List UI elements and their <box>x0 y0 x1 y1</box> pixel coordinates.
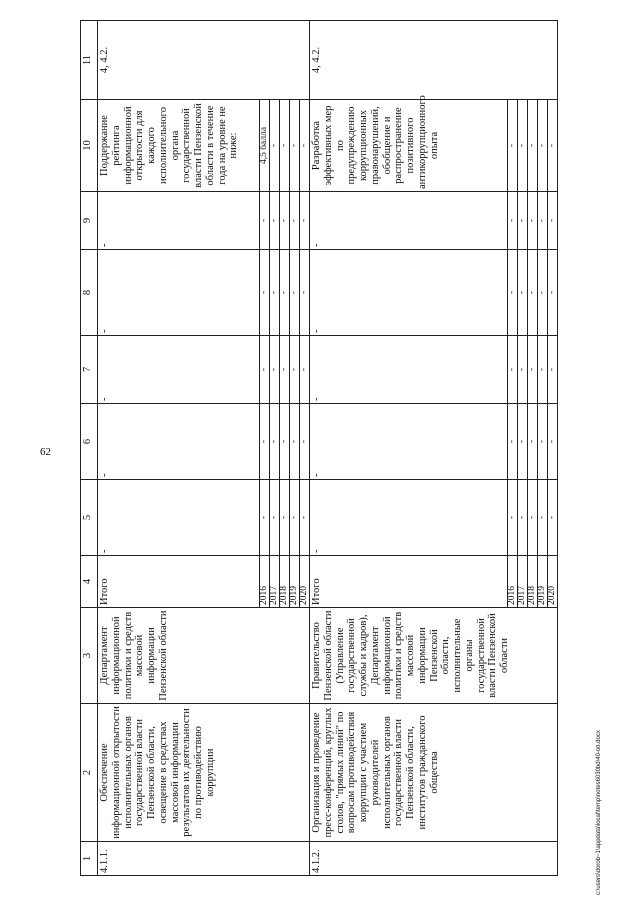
row-number: 4.1.2. <box>310 842 558 876</box>
total-value: - <box>98 480 260 556</box>
year-value: - <box>280 404 290 480</box>
year-value: - <box>518 100 528 192</box>
col-header: 6 <box>81 404 98 480</box>
year-value: - <box>528 336 538 404</box>
year-value: - <box>538 480 548 556</box>
executor-cell: Правительство Пензенской области (Управление государственной службы и кадров), Департамент информационной политики и средств массовой информации Пензенской области, исполнительные органы государственной власти Пензенской области <box>310 608 558 704</box>
total-label: Итого <box>310 556 508 608</box>
year-value: - <box>290 192 300 250</box>
year-value: - <box>548 250 558 336</box>
table-row <box>98 21 260 876</box>
year-value: - <box>508 100 518 192</box>
col-header: 9 <box>81 192 98 250</box>
year-value: - <box>270 250 280 336</box>
col-header: 3 <box>81 608 98 704</box>
executor-cell: Департамент информационной политики и средств массовой информации Пензенской области <box>98 608 310 704</box>
year-value: - <box>508 480 518 556</box>
year-value: - <box>548 404 558 480</box>
col-header: 7 <box>81 336 98 404</box>
year-value: - <box>290 100 300 192</box>
col-header: 11 <box>81 21 98 100</box>
year-value: - <box>290 480 300 556</box>
year-label: 2016 <box>260 556 270 608</box>
year-value: - <box>280 336 290 404</box>
year-value: - <box>508 404 518 480</box>
year-value: - <box>508 336 518 404</box>
year-value: - <box>548 480 558 556</box>
year-value: - <box>270 336 280 404</box>
year-value: - <box>538 250 548 336</box>
year-label: 2016 <box>508 556 518 608</box>
year-label: 2019 <box>290 556 300 608</box>
total-value: - <box>310 336 508 404</box>
year-value: - <box>528 250 538 336</box>
year-value: - <box>260 192 270 250</box>
year-value: - <box>548 192 558 250</box>
rotated-table-container <box>80 21 585 876</box>
activity-cell: Обеспечение информационной открытости исполнительных органов государственной власти Пензенской области, освещение в средствах массовой информации результатов их деятельности по противодействию коррупции <box>98 704 310 842</box>
year-value: - <box>508 250 518 336</box>
year-value: - <box>270 100 280 192</box>
year-value: - <box>548 336 558 404</box>
year-value: - <box>548 100 558 192</box>
indicator-cell: Поддержание рейтинга информационной открытости для каждого исполнительного органа государственной власти Пензенской области в течение года на уровне не ниже: <box>98 100 260 192</box>
year-label: 2018 <box>528 556 538 608</box>
links-cell: 4, 4.2. <box>310 21 558 100</box>
year-value: - <box>518 192 528 250</box>
year-value: - <box>260 336 270 404</box>
year-value: - <box>280 192 290 250</box>
year-value: - <box>300 192 310 250</box>
year-value: - <box>538 192 548 250</box>
col-header: 10 <box>81 100 98 192</box>
indicator-cell: Разработка эффективных мер по предупреждению коррупционных правонарушений, обобщение и распространение позитивного антикоррупционного опыта <box>310 100 508 192</box>
year-value: - <box>290 336 300 404</box>
year-value: - <box>518 336 528 404</box>
year-value: - <box>300 336 310 404</box>
year-label: 2019 <box>538 556 548 608</box>
table-row <box>310 21 508 876</box>
header-row <box>81 21 98 876</box>
total-value: - <box>310 480 508 556</box>
year-value: - <box>280 250 290 336</box>
page-number: 62 <box>40 446 51 458</box>
year-value: 4,5 балла <box>260 100 270 192</box>
year-label: 2020 <box>548 556 558 608</box>
total-value: - <box>98 192 260 250</box>
year-value: - <box>270 480 280 556</box>
col-header: 8 <box>81 250 98 336</box>
total-value: - <box>310 404 508 480</box>
col-header: 1 <box>81 842 98 876</box>
year-value: - <box>260 404 270 480</box>
activity-cell: Организация и проведение пресс-конференций, круглых столов, "прямых линий" по вопросам противодействия коррупции с участием руководителей исполнительных органов государственной власти Пензенской области, институтов гражданского общества <box>310 704 558 842</box>
year-value: - <box>280 100 290 192</box>
year-label: 2020 <box>300 556 310 608</box>
row-number: 4.1.1. <box>98 842 310 876</box>
year-value: - <box>290 250 300 336</box>
year-value: - <box>528 480 538 556</box>
total-value: - <box>98 404 260 480</box>
year-value: - <box>270 192 280 250</box>
year-value: - <box>290 404 300 480</box>
col-header: 2 <box>81 704 98 842</box>
year-value: - <box>538 100 548 192</box>
year-value: - <box>518 480 528 556</box>
year-label: 2017 <box>270 556 280 608</box>
total-label: Итого <box>98 556 260 608</box>
total-value: - <box>310 250 508 336</box>
year-label: 2018 <box>280 556 290 608</box>
total-value: - <box>98 336 260 404</box>
year-value: - <box>270 404 280 480</box>
year-value: - <box>538 336 548 404</box>
year-value: - <box>300 250 310 336</box>
year-value: - <box>300 100 310 192</box>
col-header: 4 <box>81 556 98 608</box>
total-value: - <box>310 192 508 250</box>
year-value: - <box>528 100 538 192</box>
year-value: - <box>300 404 310 480</box>
footer-file-path: c:\users\dorob~1\appdata\local\temp\notes6030bd\40-оп.docx <box>596 730 602 895</box>
year-value: - <box>300 480 310 556</box>
year-value: - <box>528 192 538 250</box>
year-value: - <box>260 480 270 556</box>
links-cell: 4, 4.2. <box>98 21 310 100</box>
year-value: - <box>260 250 270 336</box>
year-value: - <box>528 404 538 480</box>
year-value: - <box>518 250 528 336</box>
total-value: - <box>98 250 260 336</box>
year-value: - <box>508 192 518 250</box>
year-value: - <box>280 480 290 556</box>
year-label: 2017 <box>518 556 528 608</box>
year-value: - <box>538 404 548 480</box>
measures-table <box>80 20 558 876</box>
col-header: 5 <box>81 480 98 556</box>
year-value: - <box>518 404 528 480</box>
